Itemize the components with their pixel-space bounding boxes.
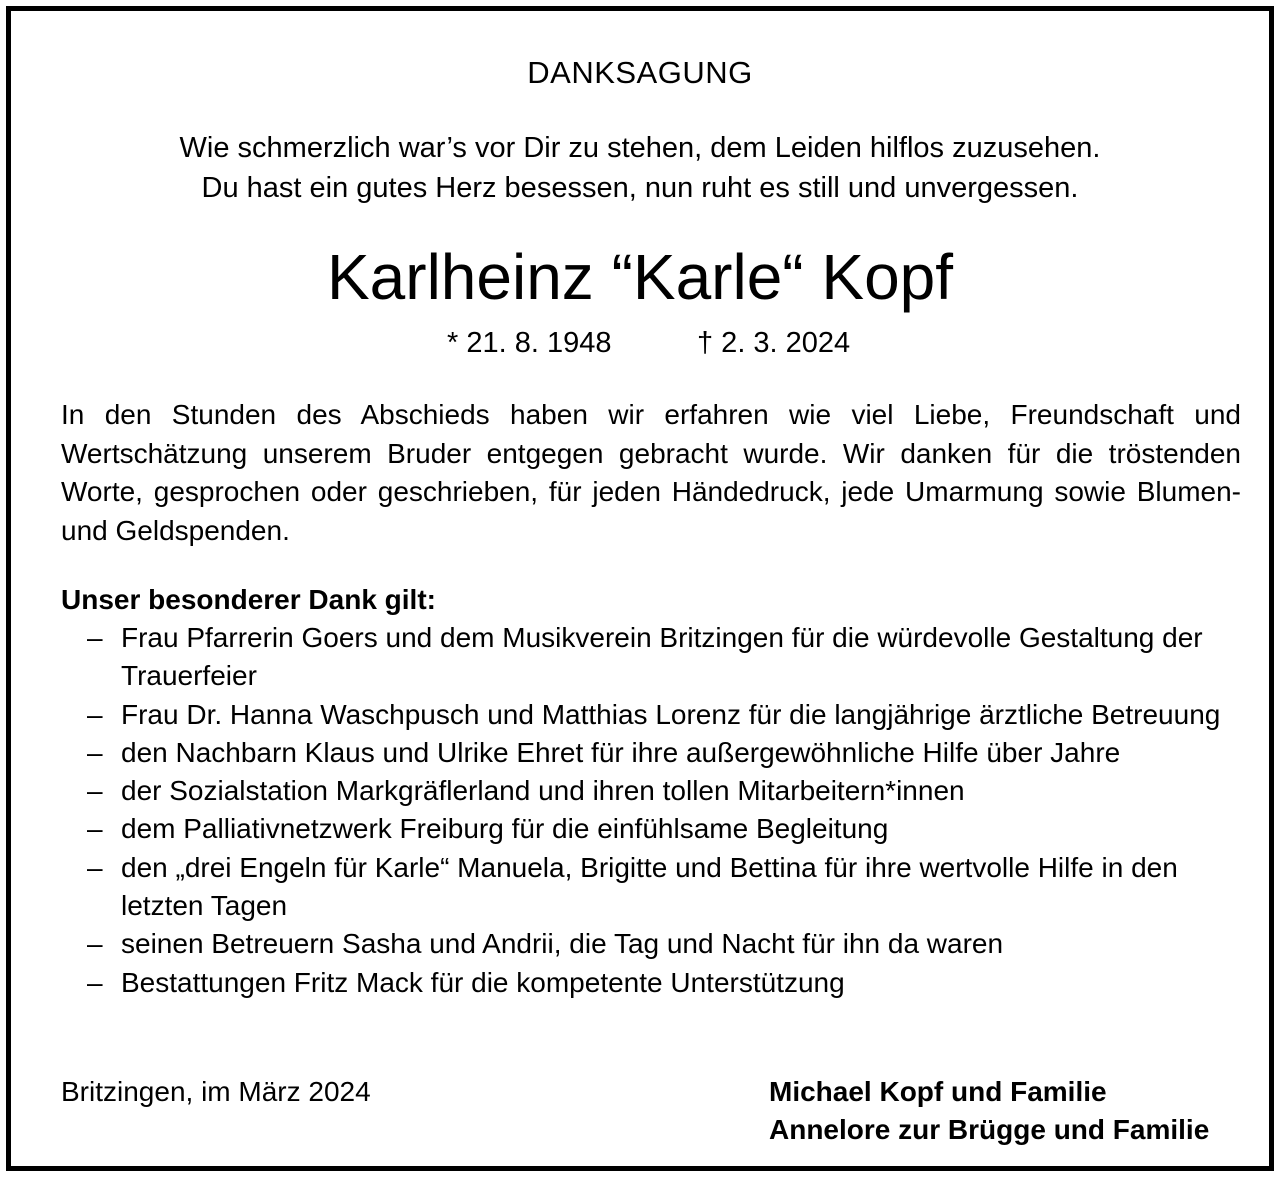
dash-marker: – [87,622,103,653]
verse [11,128,1269,208]
list-item [61,964,1241,1002]
list-item [61,734,1241,772]
dash-marker: – [87,813,103,845]
signatures [769,1073,1209,1149]
dash-marker: – [87,775,103,807]
list-item [61,849,1241,926]
signature-line: Annelore zur Brügge und Familie [769,1114,1210,1145]
dash-marker: – [87,736,103,768]
list-item-text: den Nachbarn Klaus und Ulrike Ehret für ihre außergewöhnliche Hilfe über Jahre [121,736,1121,768]
list-item-text: Frau Pfarrerin Goers und dem Musikverein Britzingen für die würdevolle Gestaltung der Trauerfeier [121,622,1203,692]
list-item [61,696,1241,734]
death-date: † 2. 3. 2024 [697,327,851,359]
birth-date: * 21. 8. 1948 [447,327,612,359]
notice-heading: DANKSAGUNG [527,55,753,90]
list-item [61,772,1241,810]
list-item-text: dem Palliativnetzwerk Freiburg für die einfühlsame Begleitung [121,813,889,845]
verse-line: Wie schmerzlich war’s vor Dir zu stehen, dem Leiden hilflos zuzusehen. [179,132,1101,164]
thanks-paragraph: In den Stunden des Abschieds haben wir erfahren wie viel Liebe, Freundschaft und Wertschätzung unserem Bruder entgegen gebracht wurde. Wir danken für die tröstenden Worte, gesprochen oder geschrieben, für jeden Händedruck, jede Umarmung sowie Blumen- und Geldspenden. [61,399,1241,546]
dash-marker: – [87,966,103,998]
dash-marker: – [87,851,103,883]
list-item [61,619,1241,696]
list-item [61,925,1241,963]
dash-marker: – [87,928,103,960]
list-item-text: seinen Betreuern Sasha und Andrii, die Tag und Nacht für ihn da waren [121,928,1004,960]
thanks-list [61,619,1241,1002]
verse-line: Du hast ein gutes Herz besessen, nun ruht es still und unvergessen. [201,172,1079,204]
signature-line: Michael Kopf und Familie [769,1076,1107,1107]
list-item-text: den „drei Engeln für Karle“ Manuela, Brigitte und Bettina für ihre wertvolle Hilfe in den letzten Tagen [121,851,1178,922]
list-item-text: Frau Dr. Hanna Waschpusch und Matthias Lorenz für die langjährige ärztliche Betreuung [121,698,1221,730]
list-item-text: der Sozialstation Markgräflerland und ihren tollen Mitarbeitern*innen [121,775,965,807]
deceased-name: Karlheinz “Karle“ Kopf [326,241,954,313]
obituary-notice [6,6,1274,1171]
thanks-heading: Unser besonderer Dank gilt: [61,584,436,615]
list-item-text: Bestattungen Fritz Mack für die kompetente Unterstützung [121,966,845,998]
list-item [61,810,1241,848]
dash-marker: – [87,698,103,730]
place-date: Britzingen, im März 2024 [61,1076,371,1107]
